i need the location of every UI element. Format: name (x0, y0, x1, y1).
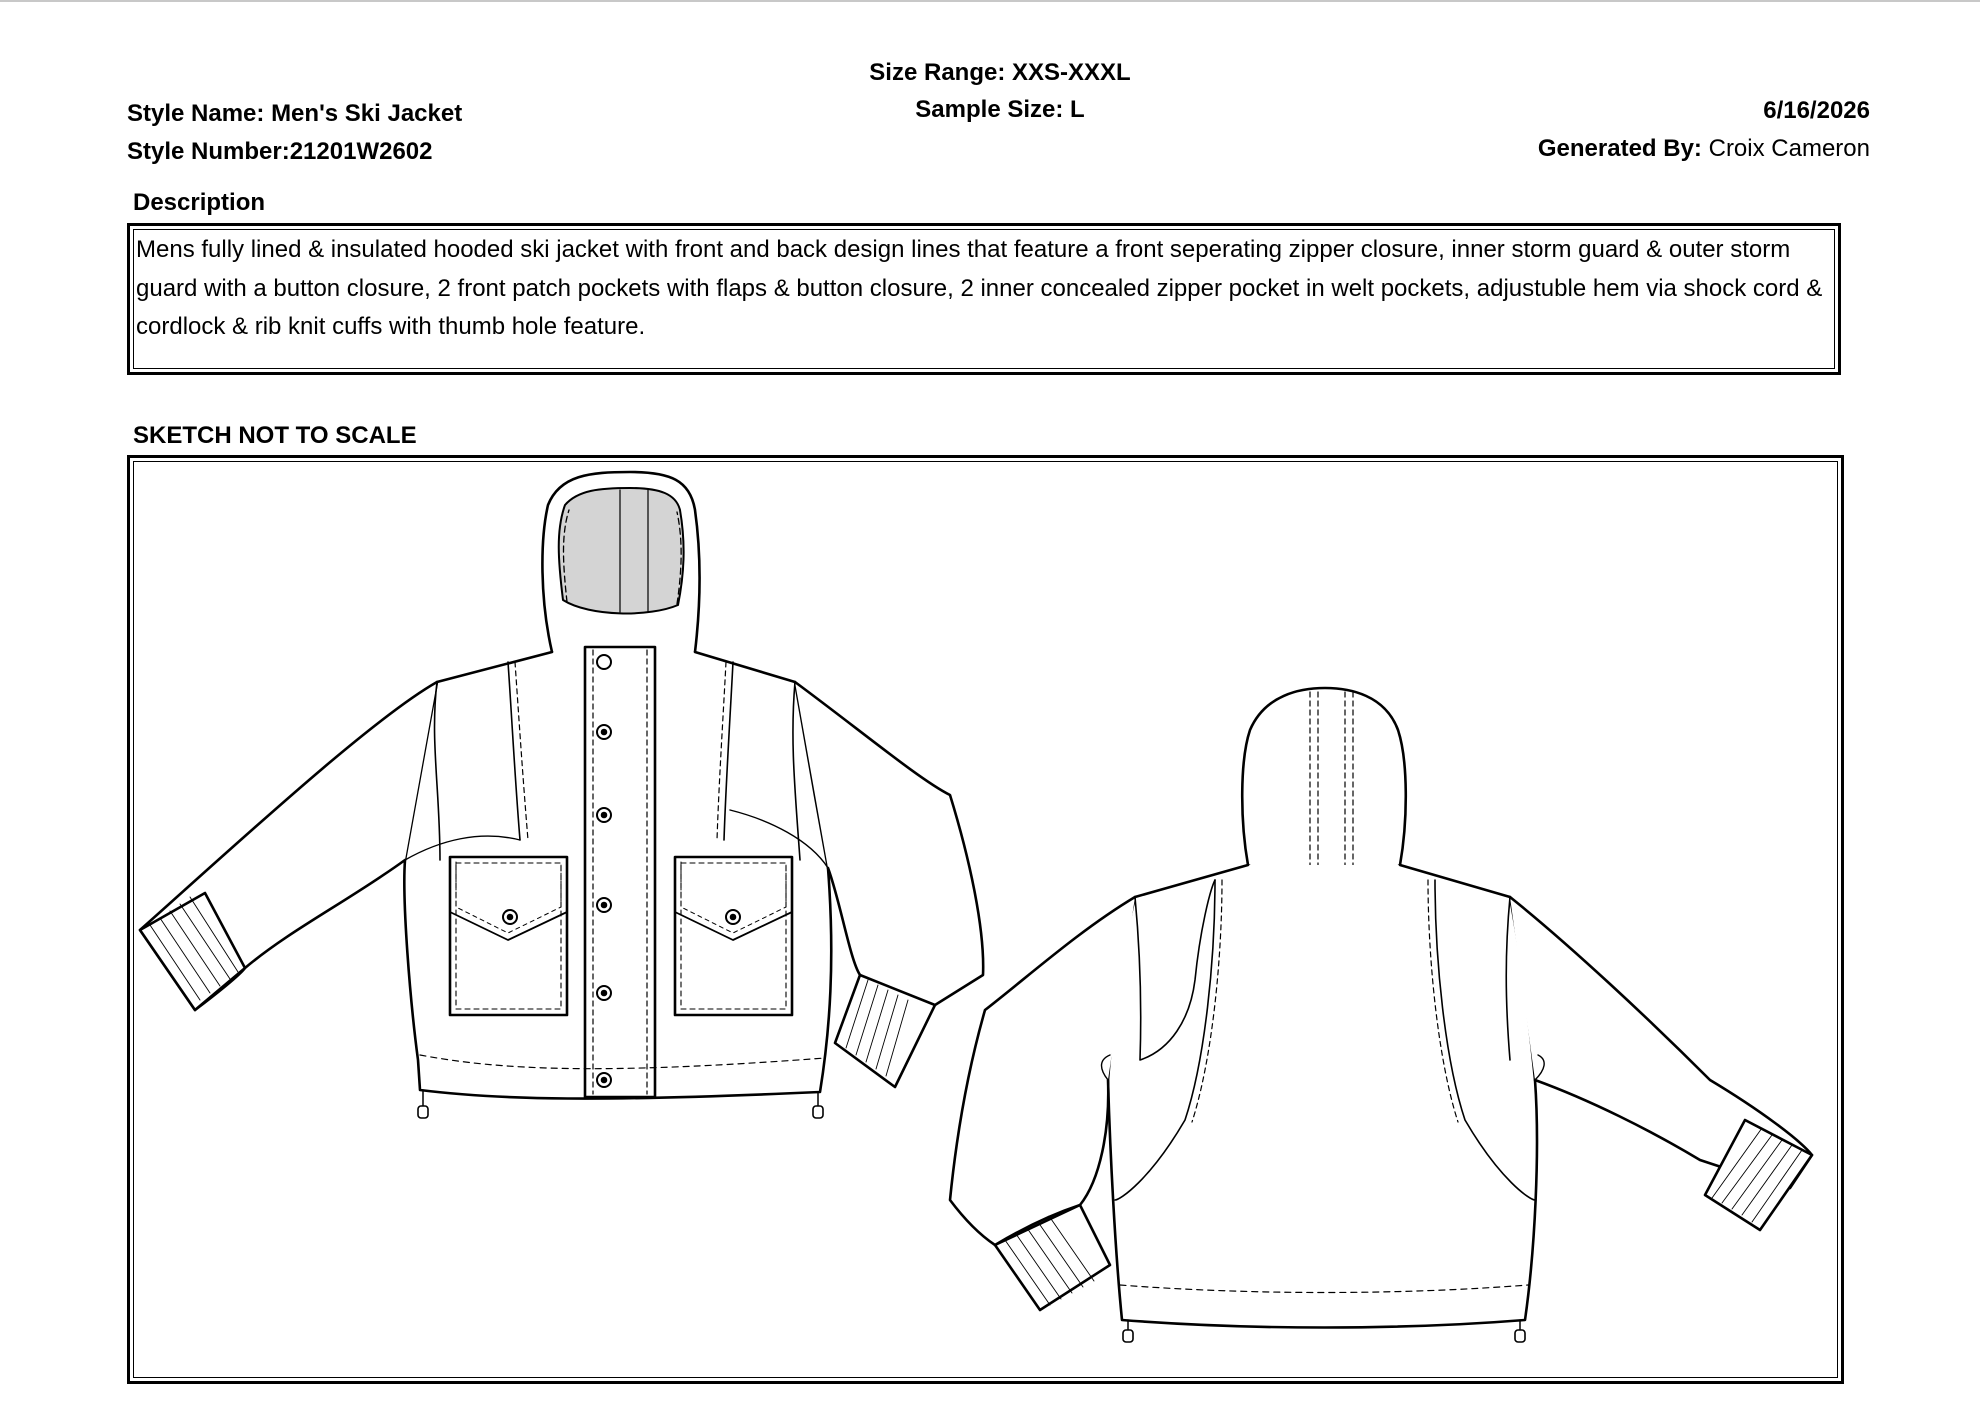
description-heading: Description (133, 189, 266, 216)
generated-by-label: Generated By: (1537, 135, 1702, 162)
sample-size-label: Sample Size: (915, 96, 1064, 123)
style-number-label: Style Number: (127, 138, 290, 165)
back-body (1108, 865, 1537, 1328)
size-range-value: XXS-XXXL (1012, 59, 1131, 86)
sample-size-value: L (1070, 96, 1085, 123)
back-left-sleeve (950, 897, 1135, 1245)
size-range-label: Size Range: (869, 59, 1006, 86)
generated-by-value: Croix Cameron (1708, 135, 1870, 162)
style-name-value: Men's Ski Jacket (271, 100, 463, 127)
style-number-value: 21201W2602 (289, 138, 433, 165)
back-hood (1242, 688, 1406, 882)
document-date: 6/16/2026 (1763, 97, 1870, 124)
description-text: Mens fully lined & insulated hooded ski jacket with front and back design lines that feature a front seperating zipper closure, inner storm guard & outer storm guard with a button closure, 2 front patch pockets with flaps & button closure, 2 inner concealed zipper pocket in welt pockets, adjustuble hem via shock cord & cordlock & rib knit cuffs with thumb hole feature. (136, 236, 1823, 340)
sketch-heading: SKETCH NOT TO SCALE (133, 422, 417, 449)
style-name-label: Style Name: (127, 100, 265, 127)
